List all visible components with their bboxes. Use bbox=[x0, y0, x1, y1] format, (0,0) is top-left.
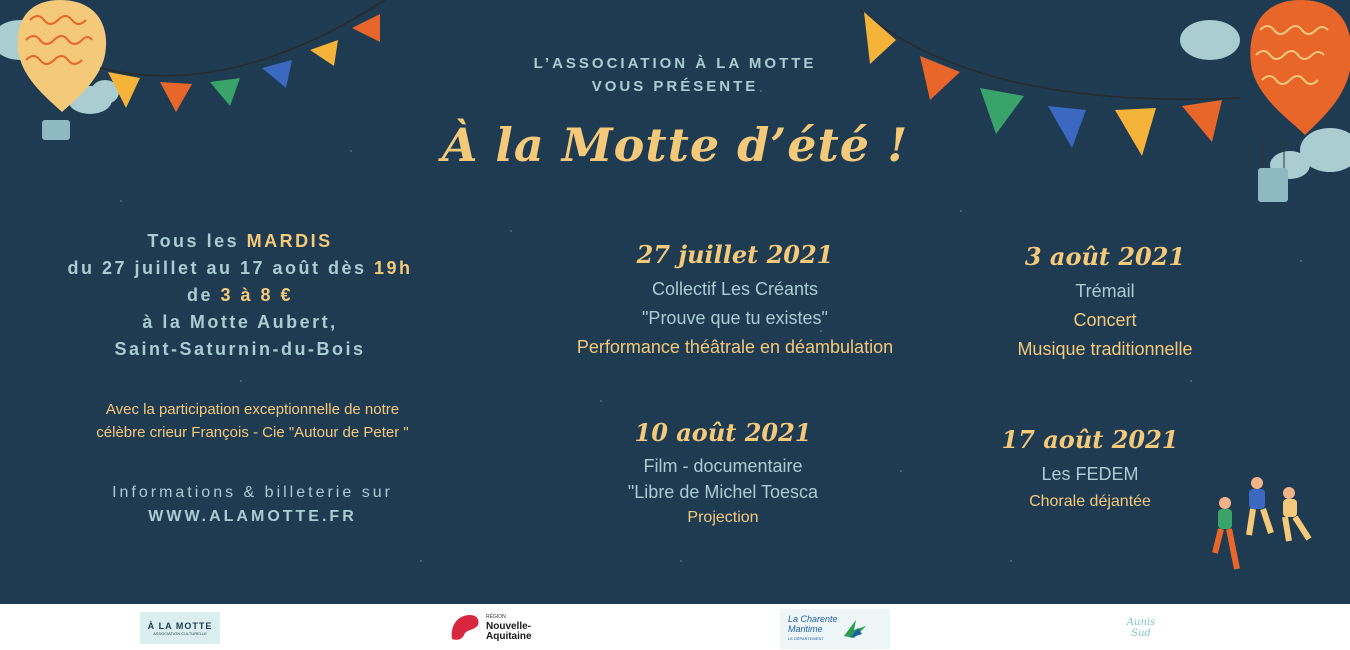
note-line-2: célèbre crieur François - Cie "Autour de Peter " bbox=[96, 424, 409, 441]
event-line-3: Musique traditionnelle bbox=[1017, 339, 1193, 359]
event-line-1: Film - documentaire bbox=[643, 456, 803, 476]
info-highlight: 3 à 8 € bbox=[220, 285, 294, 305]
info-highlight: 19h bbox=[374, 258, 413, 278]
info-text: du 27 juillet au 17 août dès bbox=[67, 258, 375, 278]
info-text: Tous les bbox=[147, 231, 247, 251]
event-line-2: Concert bbox=[1073, 310, 1137, 330]
dancing-people-illustration bbox=[1205, 475, 1325, 575]
event-date: 10 août 2021 bbox=[634, 418, 812, 447]
billetterie-label: Informations & billeterie sur bbox=[112, 484, 393, 501]
logo-a-la-motte bbox=[140, 612, 220, 644]
website-link[interactable]: WWW.ALAMOTTE.FR bbox=[148, 508, 357, 525]
presenter-text bbox=[0, 52, 1350, 98]
logo-a-la-motte-subtext: ASSOCIATION CULTURELLE bbox=[153, 630, 207, 636]
bird-logo-icon bbox=[842, 616, 868, 642]
presenter-line-2: VOUS PRÉSENTE bbox=[591, 78, 759, 95]
info-highlight: MARDIS bbox=[246, 231, 333, 251]
event-line-3: Performance théâtrale en déambulation bbox=[576, 337, 894, 357]
logo-region-line2: Aquitaine bbox=[486, 631, 532, 642]
right-balloon-bunting-decoration bbox=[860, 0, 1350, 210]
info-line-4: à la Motte Aubert, bbox=[142, 312, 338, 332]
lion-logo-icon bbox=[448, 611, 482, 643]
event-line-2: Chorale déjantée bbox=[1029, 493, 1151, 510]
logo-region-label: RÉGION bbox=[486, 614, 506, 620]
event-card bbox=[975, 242, 1235, 364]
event-date: 17 août 2021 bbox=[1001, 425, 1179, 454]
event-card bbox=[500, 418, 946, 531]
event-date: 3 août 2021 bbox=[1024, 242, 1186, 271]
event-line-1: Trémail bbox=[1075, 281, 1135, 301]
info-line-5: Saint-Saturnin-du-Bois bbox=[114, 339, 366, 359]
page-title: À la Motte d’été ! bbox=[441, 118, 909, 172]
event-card bbox=[500, 240, 970, 362]
logo-aunis-sud-text: Aunis Sud bbox=[1126, 617, 1156, 639]
partners-footer bbox=[0, 604, 1350, 650]
logo-charente-line2: Maritime bbox=[788, 624, 823, 634]
billetterie-info bbox=[30, 481, 475, 529]
person-icon bbox=[1283, 487, 1309, 541]
event-line-1: Les FEDEM bbox=[1041, 464, 1139, 484]
event-card bbox=[970, 425, 1210, 515]
info-line-2 bbox=[30, 255, 450, 282]
info-text: de bbox=[186, 285, 221, 305]
event-date: 27 juillet 2021 bbox=[636, 240, 834, 269]
logo-aunis-sud bbox=[1118, 610, 1164, 646]
logo-region-line1: Nouvelle- bbox=[486, 621, 532, 632]
event-line-2: "Prouve que tu existes" bbox=[642, 308, 828, 328]
event-line-1: Collectif Les Créants bbox=[651, 279, 819, 299]
logo-a-la-motte-text: À LA MOTTE bbox=[147, 620, 213, 631]
event-line-2: "Libre de Michel Toesca bbox=[627, 482, 819, 502]
person-icon bbox=[1215, 497, 1237, 569]
logo-charente-maritime bbox=[780, 609, 890, 649]
person-icon bbox=[1249, 477, 1271, 535]
event-line-3: Projection bbox=[687, 509, 759, 526]
presenter-line-1: L’ASSOCIATION À LA MOTTE bbox=[533, 55, 817, 72]
info-line-3 bbox=[30, 282, 450, 309]
logo-charente-sub: LE DÉPARTEMENT bbox=[788, 636, 824, 641]
schedule-info bbox=[30, 228, 450, 363]
logo-nouvelle-aquitaine bbox=[448, 610, 548, 644]
info-line-1 bbox=[30, 228, 450, 255]
note-line-1: Avec la participation exceptionnelle de notre bbox=[105, 401, 400, 418]
logo-charente-line1: La Charente bbox=[788, 614, 838, 624]
participation-note bbox=[30, 398, 475, 444]
